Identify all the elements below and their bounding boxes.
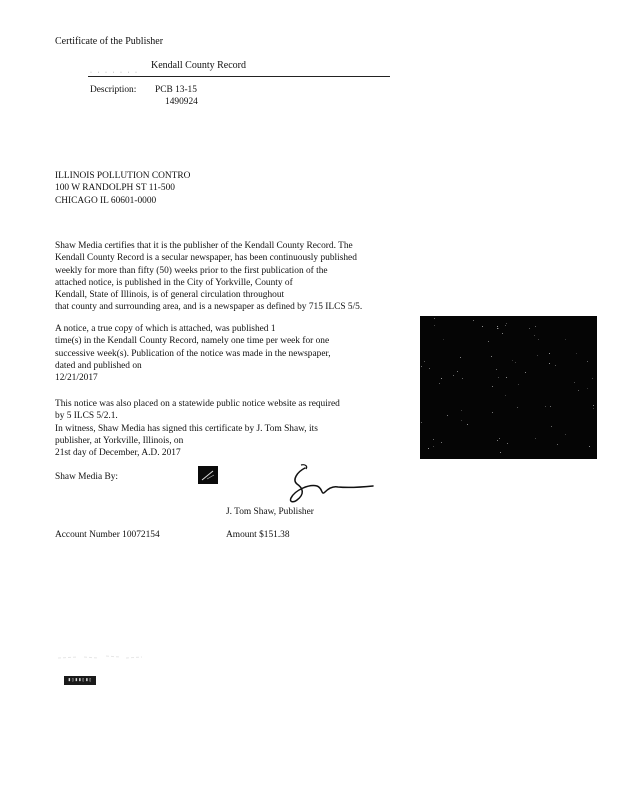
description-value: PCB 13-15	[155, 85, 197, 95]
scan-speck	[506, 323, 507, 324]
certification-paragraph	[55, 240, 362, 314]
paragraph-line: In witness, Shaw Media has signed this certificate by J. Tom Shaw, its	[55, 423, 318, 434]
scan-speck	[441, 442, 442, 443]
scan-speck	[555, 365, 556, 366]
certificate-title: Certificate of the Publisher	[55, 36, 164, 47]
scan-speck	[589, 446, 590, 447]
paragraph-line: Kendall County Record is a secular newspaper, has been continuously published	[55, 253, 357, 264]
scan-speck	[576, 353, 577, 354]
paragraph-line: This notice was also placed on a statewide public notice website as required	[55, 399, 340, 409]
scan-speck	[502, 333, 503, 334]
paragraph-line: weekly for more than fifty (50) weeks prior to the first publication of the	[55, 265, 328, 276]
scan-speck	[557, 444, 558, 445]
scan-speck	[424, 361, 425, 362]
scan-speck	[529, 328, 530, 329]
scan-speck	[506, 377, 507, 378]
scan-speck	[499, 438, 500, 439]
scan-speck	[461, 410, 462, 411]
scan-speck	[537, 355, 538, 356]
scan-speck	[550, 406, 551, 407]
scan-speck	[447, 415, 448, 416]
scan-speck	[498, 377, 499, 378]
paragraph-line: that county and surrounding area, and is a newspaper as defined by 715 ILCS 5/5.	[55, 302, 363, 313]
scan-speck	[549, 363, 550, 364]
amount-value: Amount $151.38	[226, 530, 290, 540]
publisher-signature	[283, 462, 378, 508]
addressee-line-2: 100 W RANDOLPH ST 11-500	[55, 183, 175, 194]
scan-speck	[538, 339, 539, 340]
scan-speck	[517, 407, 518, 408]
scan-speck	[505, 395, 506, 396]
scan-speck	[534, 335, 535, 336]
redacted-notice-block	[420, 316, 597, 459]
addressee-block	[55, 170, 190, 207]
paragraph-line: Shaw Media certifies that it is the publisher of the Kendall County Record. The	[55, 241, 353, 251]
header-rule	[88, 76, 390, 77]
scan-speck	[460, 357, 461, 358]
scan-speck	[565, 339, 566, 340]
small-seal-stamp	[198, 466, 218, 484]
scan-speck	[433, 439, 434, 440]
scan-speck	[434, 318, 435, 319]
scan-speck	[443, 339, 444, 340]
scan-speck	[439, 383, 440, 384]
scan-speck	[578, 390, 579, 391]
publication-paragraph	[55, 323, 331, 384]
underline-dots: · · · · · · ·	[90, 70, 139, 76]
scan-speck	[505, 325, 506, 326]
scan-speck	[593, 408, 594, 409]
scan-speck	[482, 326, 483, 327]
paragraph-line: A notice, a true copy of which is attached, was published 1	[55, 324, 276, 334]
faint-scan-mark	[58, 653, 143, 661]
scan-speck	[453, 375, 454, 376]
scan-speck	[518, 384, 519, 385]
notice-number: 1490924	[165, 97, 198, 107]
scan-speck	[593, 405, 594, 406]
scan-speck	[545, 406, 546, 407]
publication-date: 12/21/2017	[55, 373, 98, 384]
paragraph-line: attached notice, is published in the City of Yorkville, County of	[55, 277, 293, 288]
scan-speck	[434, 325, 435, 326]
scan-speck	[497, 328, 498, 329]
scan-speck	[429, 368, 430, 369]
scan-speck	[488, 341, 489, 342]
scan-speck	[462, 378, 463, 379]
bottom-barcode-stamp: ▮▯▮▮▯▮▯	[64, 676, 96, 685]
scan-speck	[473, 320, 474, 321]
scan-speck	[551, 426, 552, 427]
scan-speck	[592, 378, 593, 379]
scan-speck	[492, 412, 493, 413]
scan-speck	[535, 438, 536, 439]
scan-speck	[492, 386, 493, 387]
description-label: Description:	[90, 85, 137, 95]
paragraph-line: dated and published on	[55, 360, 142, 371]
scan-speck	[549, 353, 550, 354]
scan-speck	[525, 372, 526, 373]
scan-speck	[441, 378, 442, 379]
witness-date: 21st day of December, A.D. 2017	[55, 448, 181, 459]
scan-speck	[587, 388, 588, 389]
paragraph-line: publisher, at Yorkville, Illinois, on	[55, 435, 184, 446]
scan-speck	[587, 361, 588, 362]
addressee-line-3: CHICAGO IL 60601-0000	[55, 195, 157, 206]
scan-speck	[497, 440, 498, 441]
scan-speck	[421, 422, 422, 423]
scan-speck	[457, 371, 458, 372]
scan-speck	[512, 360, 513, 361]
scan-speck	[574, 382, 575, 383]
scan-speck	[467, 424, 468, 425]
scan-speck	[491, 356, 492, 357]
scan-speck	[461, 420, 462, 421]
signer-name: J. Tom Shaw, Publisher	[226, 507, 314, 517]
scan-speck	[498, 328, 499, 329]
scan-speck	[496, 369, 497, 370]
witness-paragraph	[55, 398, 340, 459]
scan-speck	[428, 448, 429, 449]
scan-speck	[535, 326, 536, 327]
scan-speck	[515, 362, 516, 363]
paragraph-line: time(s) in the Kendall County Record, namely one time per week for one	[55, 336, 330, 347]
scan-speck	[500, 452, 501, 453]
addressee-line-1: ILLINOIS POLLUTION CONTRO	[55, 171, 191, 181]
scan-speck	[565, 434, 566, 435]
scan-speck	[433, 446, 434, 447]
scan-speck	[507, 443, 508, 444]
paragraph-line: by 5 ILCS 5/2.1.	[55, 411, 118, 422]
account-number: Account Number 10072154	[55, 530, 160, 540]
paragraph-line: successive week(s). Publication of the notice was made in the newspaper,	[55, 348, 331, 359]
paragraph-line: Kendall, State of Illinois, is of general circulation throughout	[55, 290, 285, 301]
scan-speck	[421, 366, 422, 367]
shaw-media-by-label: Shaw Media By:	[55, 472, 119, 482]
newspaper-name: Kendall County Record	[151, 60, 246, 71]
scan-speck	[497, 326, 498, 327]
